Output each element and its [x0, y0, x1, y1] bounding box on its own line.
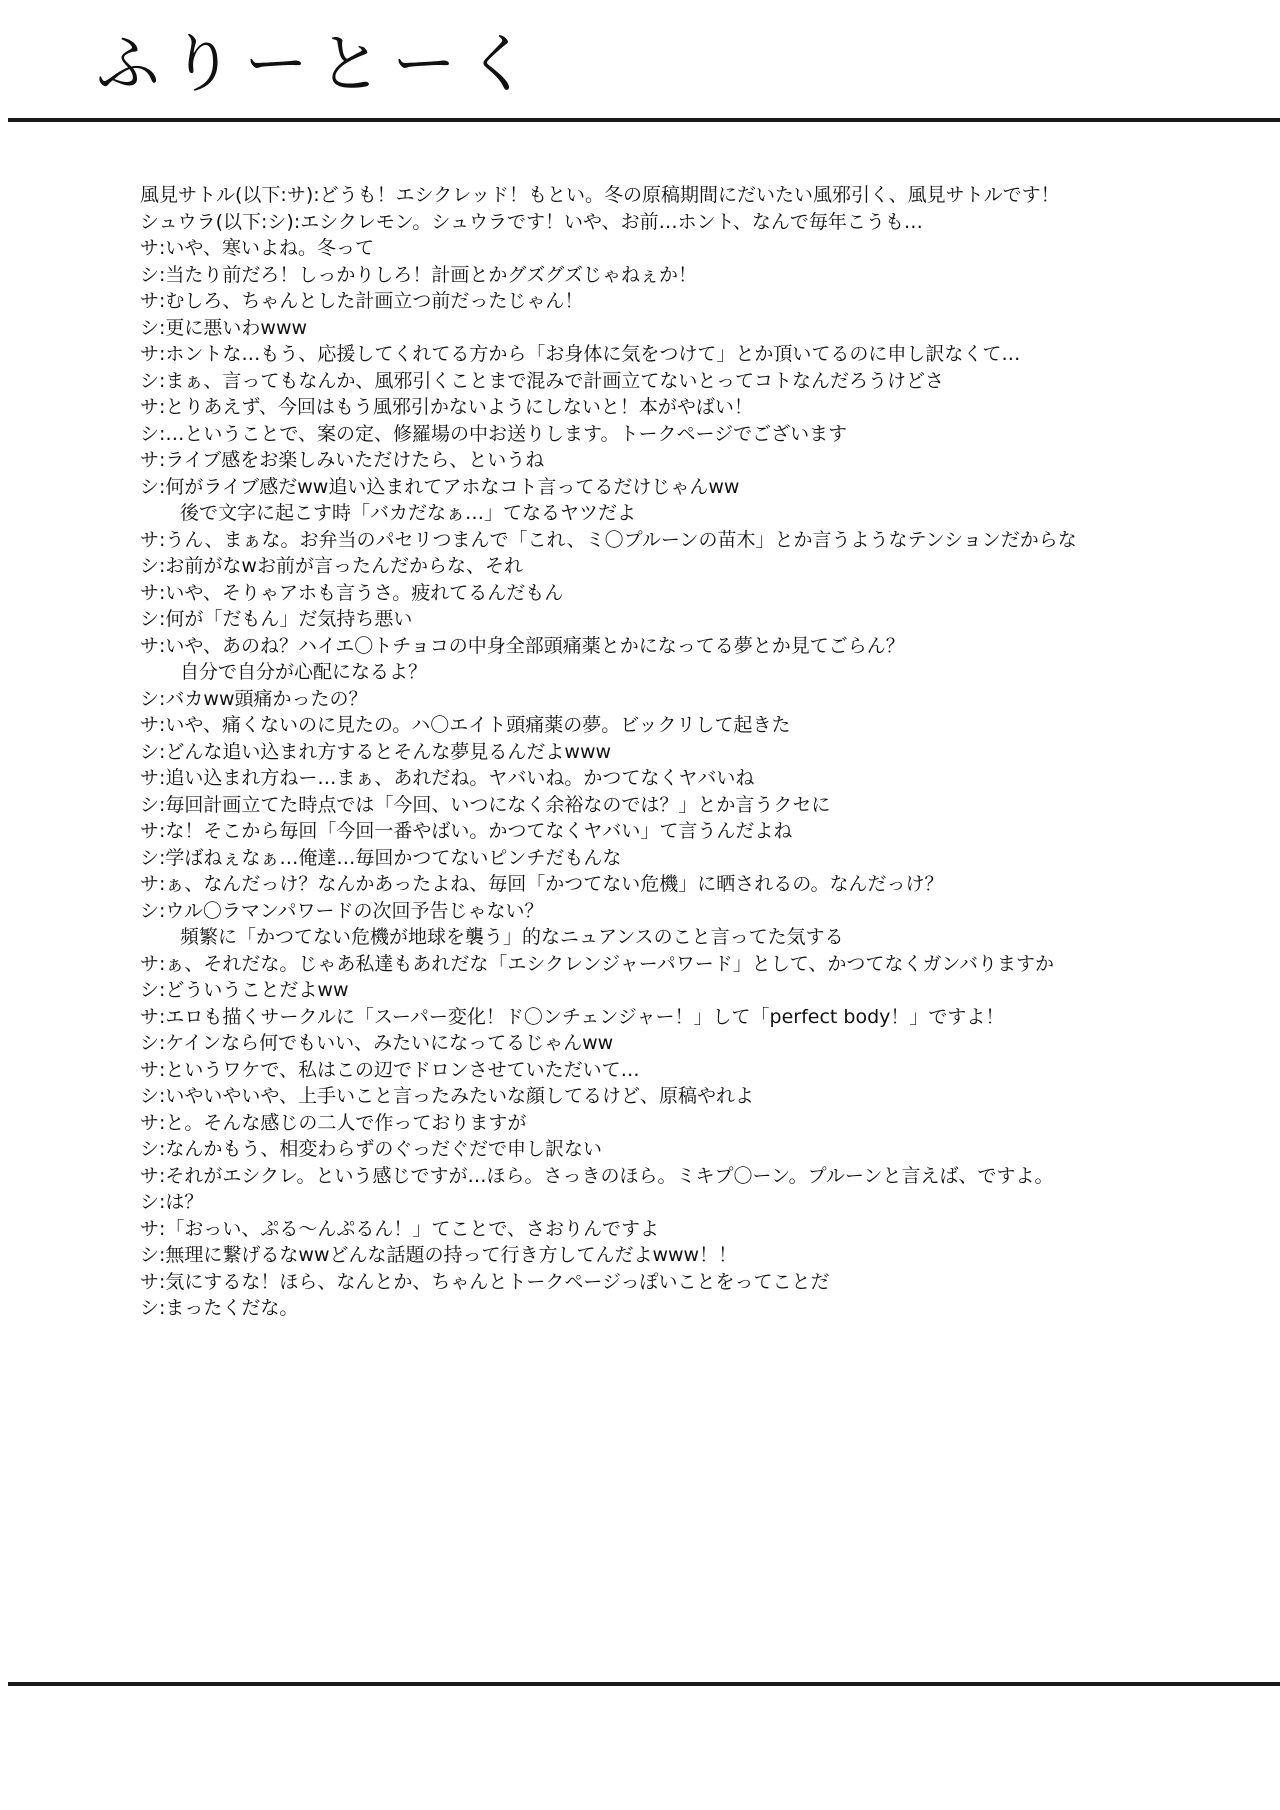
- dialogue-line: シ:毎回計画立てた時点では「今回、いつになく余裕なのでは？」とか言うクセに: [140, 793, 831, 816]
- dialogue-continuation: 自分で自分が心配になるよ？: [180, 661, 428, 683]
- dialogue-line: シ:当たり前だろ！しっかりしろ！計画とかグズグズじゃねぇか！: [140, 263, 698, 286]
- page-title: ふりーとーく: [96, 28, 540, 102]
- dialogue-line: シ:まぁ、言ってもなんか、風邪引くことまで混みで計画立てないとってコトなんだろうけどさ: [140, 369, 945, 392]
- dialogue-line: シ:まったくだな。: [140, 1297, 299, 1319]
- dialogue-line: サ:追い込まれ方ねー…まぁ、あれだね。ヤバいね。かつてなくヤバいね: [140, 767, 755, 789]
- dialogue-line: サ:ぁ、それだな。じゃあ私達もあれだな「エシクレンジャーパワード」として、かつてなくガンバりますか: [140, 952, 1055, 975]
- dialogue-line: シ:学ばねぇなぁ…俺達…毎回かつてないピンチだもんな: [140, 846, 622, 869]
- dialogue-line: サ:それがエシクレ。という感じですが…ほら。さっきのほら。ミキプ〇ーン。プルーンと言えば、ですよ。: [140, 1164, 1054, 1187]
- dialogue-line: シ:どういうことだよww: [140, 979, 349, 1001]
- dialogue-line: シ:いやいやいや、上手いこと言ったみたいな顔してるけど、原稿やれよ: [140, 1085, 755, 1107]
- dialogue-line: シ:バカww頭痛かったの？: [140, 687, 368, 710]
- dialogue-line: シ:どんな追い込まれ方するとそんな夢見るんだよwww: [140, 740, 612, 763]
- dialogue-line: シ:ケインなら何でもいい、みたいになってるじゃんww: [140, 1032, 614, 1054]
- dialogue-line: サ:な！そこから毎回「今回一番やばい。かつてなくヤバい」て言うんだよね: [140, 820, 793, 842]
- dialogue-line: サ:ライブ感をお楽しみいただけたら、というね: [140, 449, 545, 471]
- bottom-divider: [8, 1682, 1280, 1686]
- dialogue-line: サ:いや、痛くないのに見たの。ハ〇エイト頭痛薬の夢。ビックリして起きた: [140, 714, 791, 736]
- dialogue-line: シ:なんかもう、相変わらずのぐっだぐだで申し訳ない: [140, 1138, 603, 1160]
- dialogue-line: サ:むしろ、ちゃんとした計画立つ前だったじゃん！: [140, 290, 584, 312]
- top-divider: [8, 118, 1280, 122]
- dialogue-line: シ:は？: [140, 1191, 204, 1213]
- dialogue-list: [140, 182, 1240, 1322]
- dialogue-continuation: 後で文字に起こす時「バカだなぁ…」てなるヤツだよ: [180, 502, 637, 524]
- dialogue-line: 風見サトル(以下:サ):どうも！エシクレッド！もとい。冬の原稿期間にだいたい風邪引く、風見サトルです！: [140, 184, 1060, 206]
- dialogue-line: サ:いや、あのね？ハイエ〇トチョコの中身全部頭痛薬とかになってる夢とか見てごらん？: [140, 634, 905, 657]
- dialogue-line: サ:とりあえず、今回はもう風邪引かないようにしないと！本がやばい！: [140, 396, 753, 418]
- dialogue-line: サ:「おっい、ぷる～んぷるん！」てことで、さおりんですよ: [140, 1217, 660, 1240]
- dialogue-line: サ:ぁ、なんだっけ？なんかあったよね、毎回「かつてない危機」に晒されるの。なんだっけ？: [140, 873, 944, 895]
- dialogue-line: シ:無理に繋げるなwwどんな話題の持って行き方してんだよwww！！: [140, 1244, 738, 1266]
- dialogue-line: シ:更に悪いわwww: [140, 316, 308, 339]
- dialogue-line: シ:ウル〇ラマンパワードの次回予告じゃない？: [140, 899, 544, 922]
- dialogue-line: サ:気にするな！ほら、なんとか、ちゃんとトークページっぽいことをってことだ: [140, 1270, 830, 1293]
- dialogue-line: シ:何が「だもん」だ気持ち悪い: [140, 608, 413, 630]
- dialogue-continuation: 頻繁に「かつてない危機が地球を襲う」的なニュアンスのこと言ってた気する: [180, 926, 844, 948]
- dialogue-line: サ:ホントな…もう、応援してくれてる方から「お身体に気をつけて」とか頂いてるのに申し訳なくて…: [140, 343, 1021, 365]
- dialogue-line: シ:…ということで、案の定、修羅場の中お送りします。トークページでございます: [140, 422, 848, 445]
- dialogue-line: シュウラ(以下:シ):エシクレモン。シュウラです！いや、お前…ホント、なんで毎年こうも…: [140, 210, 923, 233]
- dialogue-line: サ:エロも描くサークルに「スーパー変化！ド〇ンチェンジャー！」して「perfect body！」ですよ！: [140, 1005, 1005, 1028]
- dialogue-line: シ:お前がなwお前が言ったんだからな、それ: [140, 555, 523, 577]
- dialogue-line: サ:うん、まぁな。お弁当のパセリつまんで「これ、ミ〇プルーンの苗木」とか言うようなテンションだからな: [140, 528, 1077, 551]
- dialogue-line: サ:いや、そりゃアホも言うさ。疲れてるんだもん: [140, 581, 564, 604]
- dialogue-line: サ:というワケで、私はこの辺でドロンさせていただいて…: [140, 1058, 640, 1081]
- dialogue-line: サ:いや、寒いよね。冬って: [140, 237, 375, 259]
- dialogue-line: シ:何がライブ感だww追い込まれてアホなコト言ってるだけじゃんww: [140, 475, 740, 498]
- dialogue-line: サ:と。そんな感じの二人で作っておりますが: [140, 1111, 527, 1134]
